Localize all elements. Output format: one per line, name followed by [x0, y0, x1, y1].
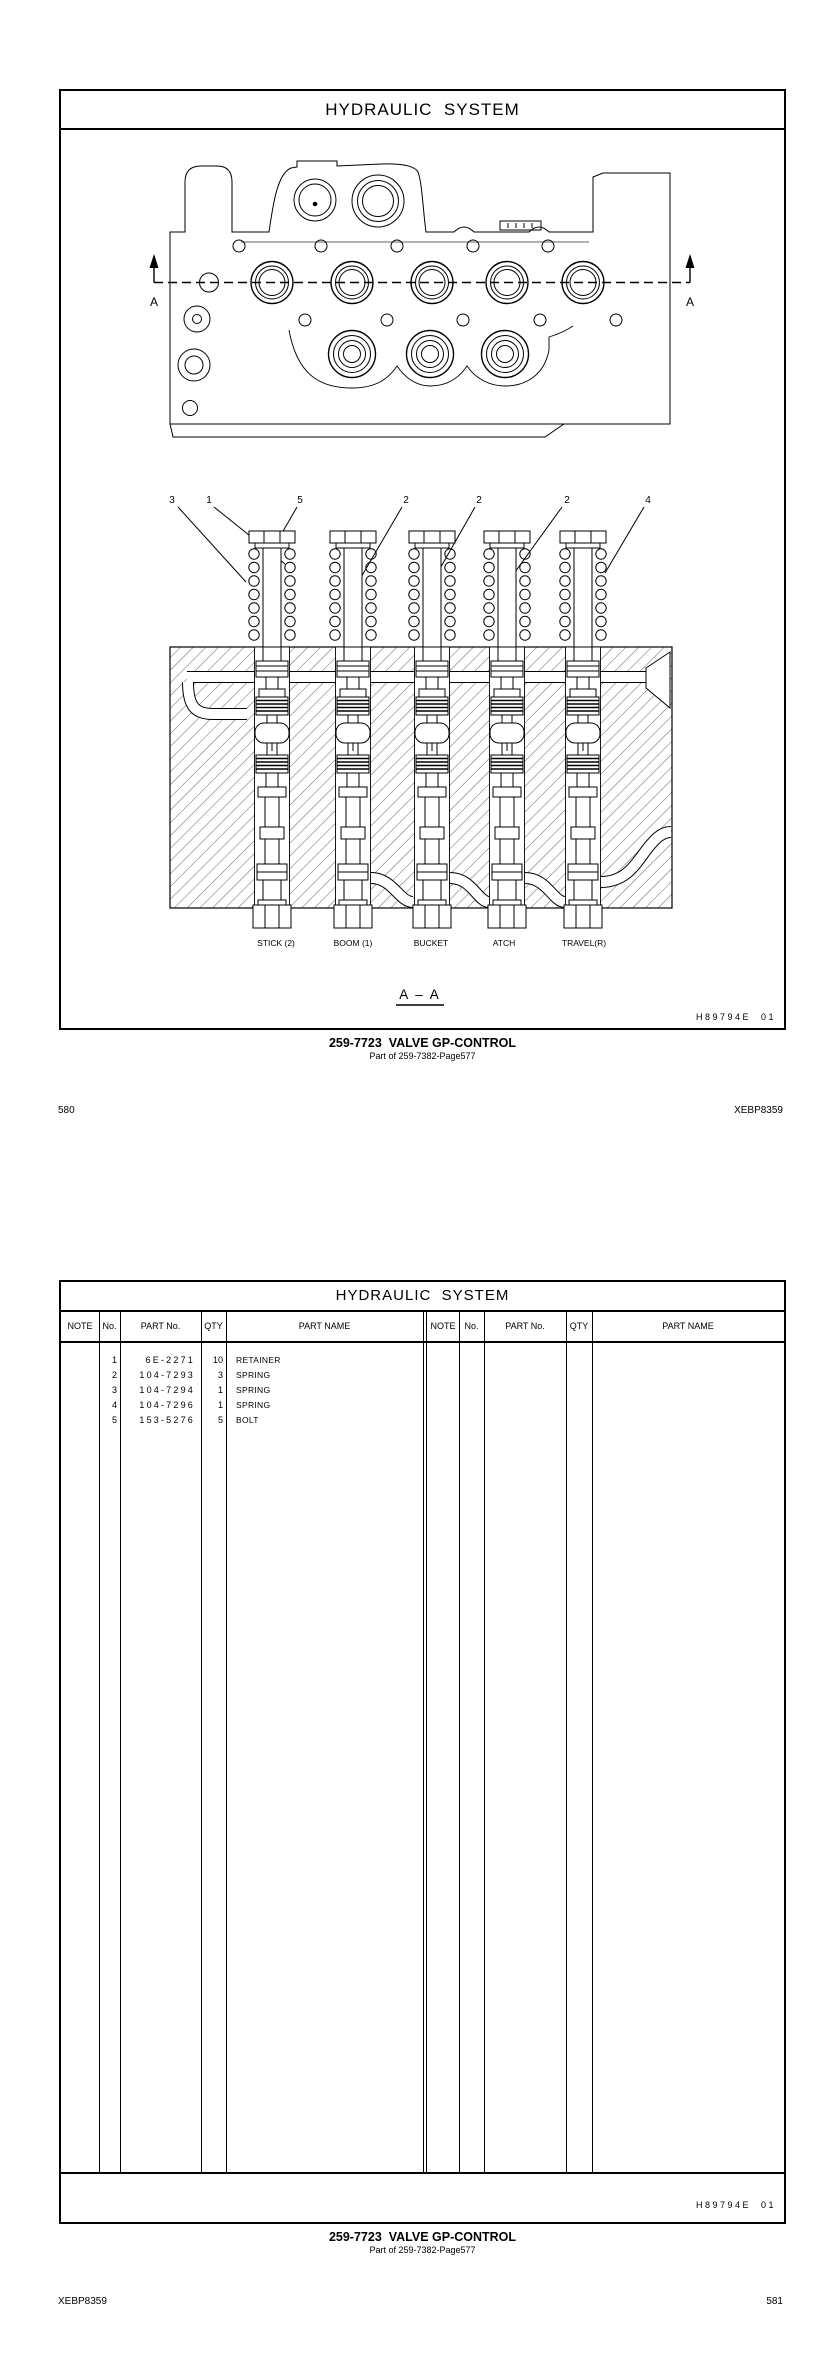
table-row: [61, 1398, 784, 1413]
cell-part-no: 153-5276: [139, 1415, 195, 1425]
col-partname-right: PART NAME: [662, 1321, 714, 1331]
section-marker-a-right: A: [685, 295, 695, 309]
doc-code: H89794E 01: [695, 2200, 776, 2210]
sheet-parts-list: [59, 1280, 786, 2224]
table-body: [61, 1345, 784, 2172]
table-grid-bottom-line: [61, 2172, 784, 2174]
caption-title: 259-7723 VALVE GP-CONTROL: [328, 2230, 517, 2244]
col-partname-left: PART NAME: [298, 1321, 351, 1331]
media-number: XEBP8359: [58, 2296, 107, 2307]
cell-qty: 3: [217, 1370, 223, 1380]
cell-part-name: RETAINER: [236, 1355, 281, 1365]
callout-5: 5: [297, 495, 303, 506]
cell-no: 4: [111, 1400, 117, 1410]
cell-no: 2: [111, 1370, 117, 1380]
col-note-right: NOTE: [430, 1321, 456, 1331]
col-no-right: No.: [464, 1321, 479, 1331]
page-number: 581: [766, 2296, 783, 2307]
callout-1: 1: [206, 495, 212, 506]
cell-part-name: SPRING: [236, 1370, 271, 1380]
table-row: [61, 1368, 784, 1383]
callout-2b: 2: [476, 495, 482, 506]
cell-part-name: SPRING: [236, 1385, 271, 1395]
col-qty-left: QTY: [204, 1321, 223, 1331]
col-partno-right: PART No.: [505, 1321, 545, 1331]
valve-label-atch: ATCH: [492, 938, 516, 948]
page-footer: [59, 1105, 786, 1117]
id-plate: [500, 221, 541, 230]
cell-qty: 5: [217, 1415, 223, 1425]
cell-qty: 1: [217, 1400, 223, 1410]
page-footer: [59, 2296, 786, 2308]
cell-part-name: BOLT: [236, 1415, 259, 1425]
page-title: HYDRAULIC SYSTEM: [61, 1282, 784, 1312]
callout-4: 4: [645, 495, 651, 506]
col-partno-left: PART No.: [140, 1321, 181, 1331]
cell-part-no: 104-7293: [139, 1370, 195, 1380]
doc-code: H89794E 01: [695, 1012, 776, 1022]
sheet-drawing: [59, 89, 786, 1030]
col-note-left: NOTE: [67, 1321, 93, 1331]
page-number: 580: [58, 1105, 75, 1116]
col-no-left: No.: [102, 1321, 117, 1331]
cell-no: 3: [111, 1385, 117, 1395]
section-title: A – A: [399, 987, 441, 1002]
valve-label-bucket: BUCKET: [413, 938, 449, 948]
page-title: HYDRAULIC SYSTEM: [61, 91, 784, 130]
cell-part-name: SPRING: [236, 1400, 271, 1410]
callout-3: 3: [169, 495, 175, 506]
table-row: [61, 1383, 784, 1398]
callout-2a: 2: [403, 495, 409, 506]
cell-part-no: 6E-2271: [145, 1355, 195, 1365]
cell-qty: 10: [212, 1355, 223, 1365]
col-qty-right: QTY: [569, 1321, 589, 1331]
plan-view-drawing: [150, 161, 695, 437]
caption-title: 259-7723 VALVE GP-CONTROL: [328, 1036, 517, 1050]
section-view-drawing: [169, 495, 672, 1005]
media-number: XEBP8359: [734, 1105, 783, 1116]
caption-subtitle: Part of 259-7382-Page577: [369, 1051, 476, 1061]
section-line: [150, 254, 695, 283]
valve-label-boom: BOOM (1): [333, 938, 373, 948]
cell-no: 1: [111, 1355, 117, 1365]
cell-part-no: 104-7296: [139, 1400, 195, 1410]
valve-label-stick: STICK (2): [257, 938, 295, 948]
table-row: [61, 1413, 784, 1428]
valve-label-travel: TRAVEL(R): [561, 938, 607, 948]
cell-part-no: 104-7294: [139, 1385, 195, 1395]
hydraulic-valve-drawing: [61, 130, 784, 1028]
callout-2c: 2: [564, 495, 570, 506]
table-row: [61, 1353, 784, 1368]
section-marker-a-left: A: [149, 295, 159, 309]
cell-no: 5: [111, 1415, 117, 1425]
caption-subtitle: Part of 259-7382-Page577: [369, 2245, 476, 2255]
cell-qty: 1: [217, 1385, 223, 1395]
